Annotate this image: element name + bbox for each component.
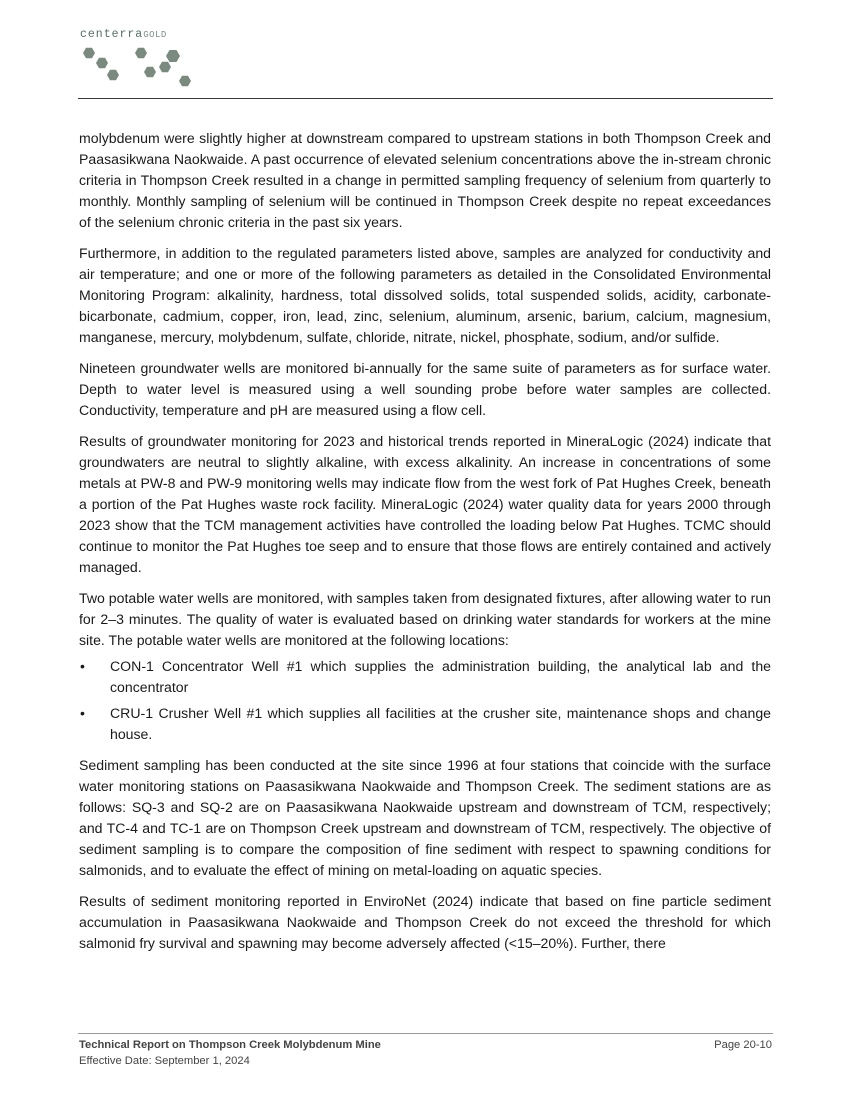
company-logo [80,28,220,94]
hexagon-icon [135,48,147,58]
footer-divider [78,1033,773,1034]
list-item [79,703,771,745]
paragraph: Results of groundwater monitoring for 2023 and historical trends reported in MineraLogic (2024) indicate that groundwaters are neutral to slightly alkaline, with excess alkalinity. An increase in concentrations of some metals at PW-8 and PW-9 monitoring wells may indicate flow from the west fork of Pat Hughes Creek, beneath a portion of the Pat Hughes waste rock facility. MineraLogic (2024) water quality data for years 2000 through 2023 show that the TCM management activities have controlled the loading below Pat Hughes. TCMC should continue to monitor the Pat Hughes toe seep and to ensure that those flows are entirely contained and actively managed. [79,433,771,575]
header-divider [78,98,773,99]
hexagon-icon [166,50,180,62]
page-body [79,128,771,964]
hexagon-icon [159,62,171,72]
hexagon-icon [179,76,191,86]
potable-well-list [79,656,771,745]
footer-report-title: Technical Report on Thompson Creek Molybdenum Mine [79,1039,381,1051]
paragraph: Sediment sampling has been conducted at the site since 1996 at four stations that coincide with the surface water monitoring stations on Paasasikwana Naokwaide and Thompson Creek. The sediment stations are as follows: SQ-3 and SQ-2 are on Paasasikwana Naokwaide upstream and downstream of TCM, respectively; and TC-4 and TC-1 are on Thompson Creek upstream and downstream of TCM, respectively. The objective of sediment sampling is to compare the composition of fine sediment with respect to spawning conditions for salmonids, and to evaluate the effect of mining on metal-loading on aquatic species. [79,757,771,878]
hexagon-icon [144,67,156,77]
paragraph: Results of sediment monitoring reported in EnviroNet (2024) indicate that based on fine particle sediment accumulation in Paasasikwana Naokwaide and Thompson Creek do not exceed the threshold for which salmonid fry survival and spawning may become adversely affected (<15–20%). Further, there [79,893,771,951]
list-item-text: CON-1 Concentrator Well #1 which supplies the administration building, the analytical lab and the concentrator [110,658,771,695]
hexagon-icon [107,70,119,80]
page-number: Page 20-10 [714,1039,772,1051]
bullet-icon: • [80,705,85,721]
hexagon-cluster-icon [80,44,200,96]
hexagon-icon [96,58,108,68]
list-item-text: CRU-1 Crusher Well #1 which supplies all facilities at the crusher site, maintenance shops and change house. [110,705,771,742]
paragraph: Two potable water wells are monitored, with samples taken from designated fixtures, after allowing water to run for 2–3 minutes. The quality of water is evaluated based on drinking water standards for workers at the mine site. The potable water wells are monitored at the following locations: [79,590,771,648]
footer-effective-date: Effective Date: September 1, 2024 [79,1055,250,1067]
hexagon-icon [83,48,95,58]
list-item [79,656,771,698]
bullet-icon: • [80,658,85,674]
paragraph: molybdenum were slightly higher at downstream compared to upstream stations in both Thompson Creek and Paasasikwana Naokwaide. A past occurrence of elevated selenium concentrations above the in-stream chronic criteria in Thompson Creek resulted in a change in permitted sampling frequency of selenium from quarterly to monthly. Monthly sampling of selenium will be continued in Thompson Creek despite no repeat exceedances of the selenium chronic criteria in the past six years. [79,130,771,230]
paragraph: Furthermore, in addition to the regulated parameters listed above, samples are analyzed for conductivity and air temperature; and one or more of the following parameters as detailed in the Consolidated Environmental Monitoring Program: alkalinity, hardness, total dissolved solids, total suspended solids, acidity, carbonate-bicarbonate, cadmium, copper, iron, lead, zinc, selenium, aluminum, arsenic, barium, calcium, magnesium, manganese, mercury, molybdenum, sulfate, chloride, nitrate, nickel, phosphate, sodium, and/or sulfide. [79,245,771,345]
paragraph: Nineteen groundwater wells are monitored bi-annually for the same suite of parameters as for surface water. Depth to water level is measured using a well sounding probe before water samples are collected. Conductivity, temperature and pH are measured using a flow cell. [79,360,771,418]
logo-wordmark: centerraGOLD [80,28,167,41]
